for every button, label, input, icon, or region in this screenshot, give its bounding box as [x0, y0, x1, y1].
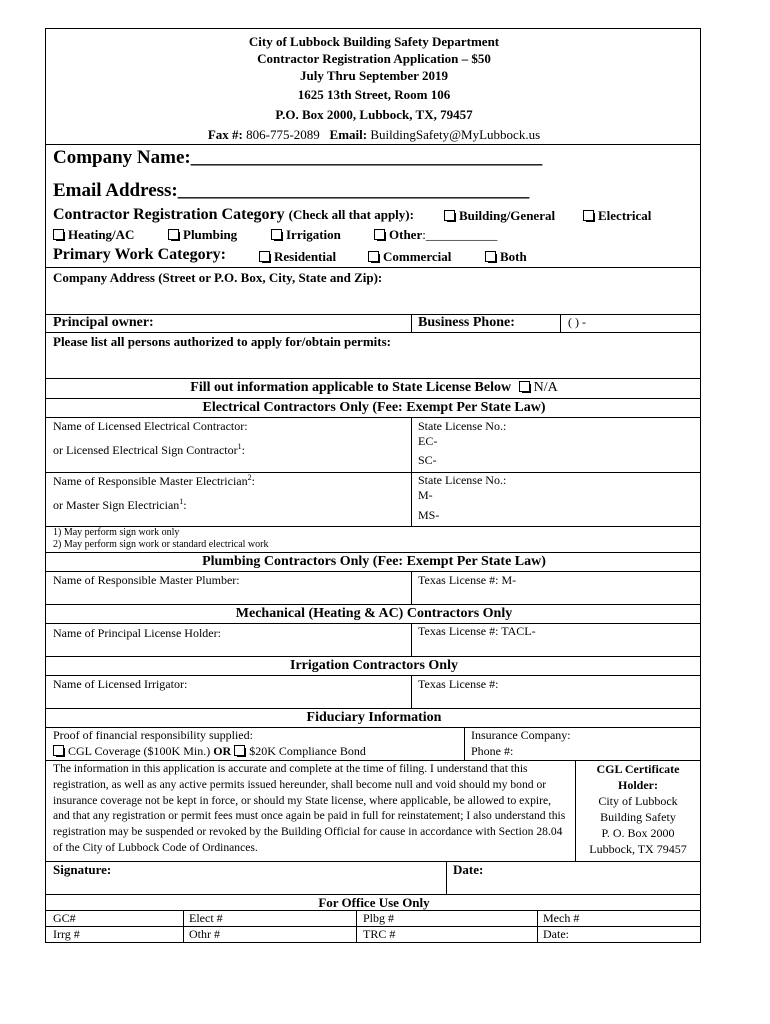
checkbox-icon[interactable]: [583, 210, 594, 221]
liability-statement: The information in this application is accurate and complete at the time of filing. I understand that this registration, as well as any active permits issued hereunder, shall become null and void should my bond or insurance coverage not be kept in force, or should my State license, where applicable, be allowed to expire, and that any registration or permit fees must once again be paid in full for reinstatement; I also understand this registration may be suspended or revoked by the Building Official for cause in accordance with Section 28.04 of the City of Lubbock Code of Ordinances.: [53, 762, 566, 854]
checkbox-residential[interactable]: Residential: [259, 249, 336, 265]
divider: [46, 604, 700, 605]
cgl-holder-line4: Lubbock, TX 79457: [589, 842, 687, 856]
cgl-holder-title1: CGL Certificate: [596, 762, 680, 776]
divider: [46, 861, 700, 862]
checkbox-other[interactable]: Other:___________: [374, 227, 497, 243]
office-use-title: For Office Use Only: [318, 895, 430, 910]
master-sign-electrician-label[interactable]: or Master Sign Electrician$^1$:: [53, 497, 187, 512]
cgl-holder-line2: Building Safety: [600, 810, 676, 824]
email-label: Email:: [329, 127, 368, 142]
divider: [46, 708, 700, 709]
checkbox-icon[interactable]: [53, 745, 64, 756]
registration-category-hint: (Check all that apply):: [288, 207, 414, 222]
plumber-license-input[interactable]: Texas License #: M-: [418, 573, 517, 587]
office-mech[interactable]: Mech #: [543, 911, 580, 925]
divider: [46, 656, 700, 657]
master-electrician-label[interactable]: Name of Responsible Master Electrician$^2$:: [53, 473, 255, 488]
cgl-holder-title2: Holder:: [618, 778, 658, 792]
divider: [411, 417, 412, 472]
authorized-persons-label: Please list all persons authorized to apply for/obtain permits:: [53, 334, 391, 349]
divider: [356, 910, 357, 942]
checkbox-cgl[interactable]: CGL Coverage ($100K Min.): [53, 744, 210, 758]
checkbox-icon[interactable]: [234, 745, 245, 756]
divider: [464, 727, 465, 760]
header-line1: City of Lubbock Building Safety Department: [248, 34, 500, 49]
insurance-phone-input[interactable]: Phone #:: [471, 744, 514, 758]
checkbox-irrigation[interactable]: Irrigation: [271, 227, 341, 243]
state-license-label: State License No.:: [418, 419, 507, 433]
checkbox-icon[interactable]: [374, 229, 385, 240]
header-line5: P.O. Box 2000, Lubbock, TX, 79457: [275, 107, 473, 122]
checkbox-icon[interactable]: [444, 210, 455, 221]
date-field[interactable]: Date:: [453, 862, 484, 877]
company-address-label: Company Address (Street or P.O. Box, City, State and Zip):: [53, 270, 383, 285]
insurance-company-input[interactable]: Insurance Company:: [471, 728, 571, 742]
business-phone-label: Business Phone:: [418, 315, 515, 330]
email-address-field[interactable]: Email Address:_____________________________________: [53, 180, 530, 201]
divider: [411, 314, 412, 332]
checkbox-bond[interactable]: $20K Compliance Bond: [234, 744, 366, 758]
divider: [46, 398, 700, 399]
divider: [46, 378, 700, 379]
header-line3: July Thru September 2019: [300, 68, 448, 83]
primary-work-label: Primary Work Category:: [53, 246, 226, 263]
fax-label: Fax #:: [207, 127, 243, 142]
email-value[interactable]: BuildingSafety@MyLubbock.us: [370, 127, 541, 142]
master-plumber-label[interactable]: Name of Responsible Master Plumber:: [53, 573, 240, 587]
divider: [46, 571, 700, 572]
proof-financial-label: Proof of financial responsibility supplied:: [53, 728, 253, 742]
company-name-field[interactable]: Company Name:_____________________________________: [53, 147, 543, 168]
principal-license-holder-label[interactable]: Name of Principal License Holder:: [53, 626, 221, 640]
office-trc[interactable]: TRC #: [363, 927, 396, 941]
irrigation-title: Irrigation Contractors Only: [290, 658, 458, 673]
divider: [183, 910, 184, 942]
fax-value: 806-775-2089: [246, 127, 320, 142]
m-license-input[interactable]: M-: [418, 488, 433, 502]
checkbox-icon[interactable]: [519, 381, 530, 392]
checkbox-building-general[interactable]: Building/General: [444, 208, 555, 224]
irrigator-license-input[interactable]: Texas License #:: [418, 677, 499, 691]
checkbox-plumbing[interactable]: Plumbing: [168, 227, 237, 243]
mechanical-title: Mechanical (Heating & AC) Contractors Only: [235, 606, 513, 621]
divider: [560, 314, 561, 332]
cgl-holder-line3: P. O. Box 2000: [601, 826, 675, 840]
state-license-title: Fill out information applicable to State License Below N/A: [190, 380, 558, 395]
tacl-license-input[interactable]: Texas License #: TACL-: [418, 624, 536, 638]
divider: [46, 332, 700, 333]
signature-field[interactable]: Signature:: [53, 862, 112, 877]
sc-license-input[interactable]: SC-: [418, 453, 437, 467]
registration-category-label: Contractor Registration Category: [53, 206, 285, 223]
divider: [46, 267, 700, 268]
footnote-1: 1) May perform sign work only: [53, 527, 180, 538]
footnote-2: 2) May perform sign work or standard electrical work: [53, 539, 269, 550]
contractor-registration-form: [45, 28, 701, 943]
checkbox-icon[interactable]: [53, 229, 64, 240]
office-elect[interactable]: Elect #: [189, 911, 223, 925]
electrical-sign-contractor-label[interactable]: or Licensed Electrical Sign Contractor$^1$:: [53, 442, 245, 457]
licensed-electrical-contractor-label[interactable]: Name of Licensed Electrical Contractor:: [53, 419, 248, 433]
company-address-input[interactable]: [46, 285, 700, 313]
divider: [46, 623, 700, 624]
divider: [46, 552, 700, 553]
checkbox-commercial[interactable]: Commercial: [368, 249, 451, 265]
header-contact: [46, 127, 702, 143]
office-othr[interactable]: Othr #: [189, 927, 220, 941]
financial-options: CGL Coverage ($100K Min.) OR $20K Compliance Bond: [53, 744, 366, 759]
divider: [46, 675, 700, 676]
office-plbg[interactable]: Plbg #: [363, 911, 395, 925]
divider: [411, 675, 412, 708]
divider: [46, 144, 700, 145]
checkbox-icon[interactable]: [168, 229, 179, 240]
checkbox-electrical[interactable]: Electrical: [583, 208, 651, 224]
divider: [46, 417, 700, 418]
divider: [411, 623, 412, 656]
office-irrg[interactable]: Irrg #: [53, 927, 80, 941]
office-gc[interactable]: GC#: [53, 911, 76, 925]
ms-license-input[interactable]: MS-: [418, 508, 440, 522]
licensed-irrigator-label[interactable]: Name of Licensed Irrigator:: [53, 677, 188, 691]
checkbox-icon[interactable]: [259, 251, 270, 262]
checkbox-na[interactable]: N/A: [515, 380, 558, 395]
principal-owner-label[interactable]: Principal owner:: [53, 315, 154, 330]
divider: [411, 472, 412, 526]
fiduciary-title: Fiduciary Information: [306, 710, 442, 725]
state-license-label-2: State License No.:: [418, 473, 507, 487]
header-line4: 1625 13th Street, Room 106: [297, 87, 451, 102]
divider: [446, 861, 447, 894]
registration-category-row: [53, 206, 414, 224]
checkbox-icon[interactable]: [271, 229, 282, 240]
cgl-holder-line1: City of Lubbock: [598, 794, 678, 808]
checkbox-icon[interactable]: [485, 251, 496, 262]
header-line2: Contractor Registration Application – $50: [257, 51, 491, 66]
electrical-title: Electrical Contractors Only (Fee: Exempt Per State Law): [202, 400, 546, 415]
plumbing-title: Plumbing Contractors Only (Fee: Exempt Per State Law): [202, 554, 546, 569]
office-date[interactable]: Date:: [543, 927, 569, 941]
divider: [411, 571, 412, 604]
checkbox-heating-ac[interactable]: Heating/AC: [53, 227, 134, 243]
ec-license-input[interactable]: EC-: [418, 434, 438, 448]
checkbox-both[interactable]: Both: [485, 249, 527, 265]
checkbox-icon[interactable]: [368, 251, 379, 262]
authorized-persons-input[interactable]: [46, 349, 700, 377]
divider: [537, 910, 538, 942]
business-phone-input[interactable]: ( ) -: [568, 315, 586, 329]
